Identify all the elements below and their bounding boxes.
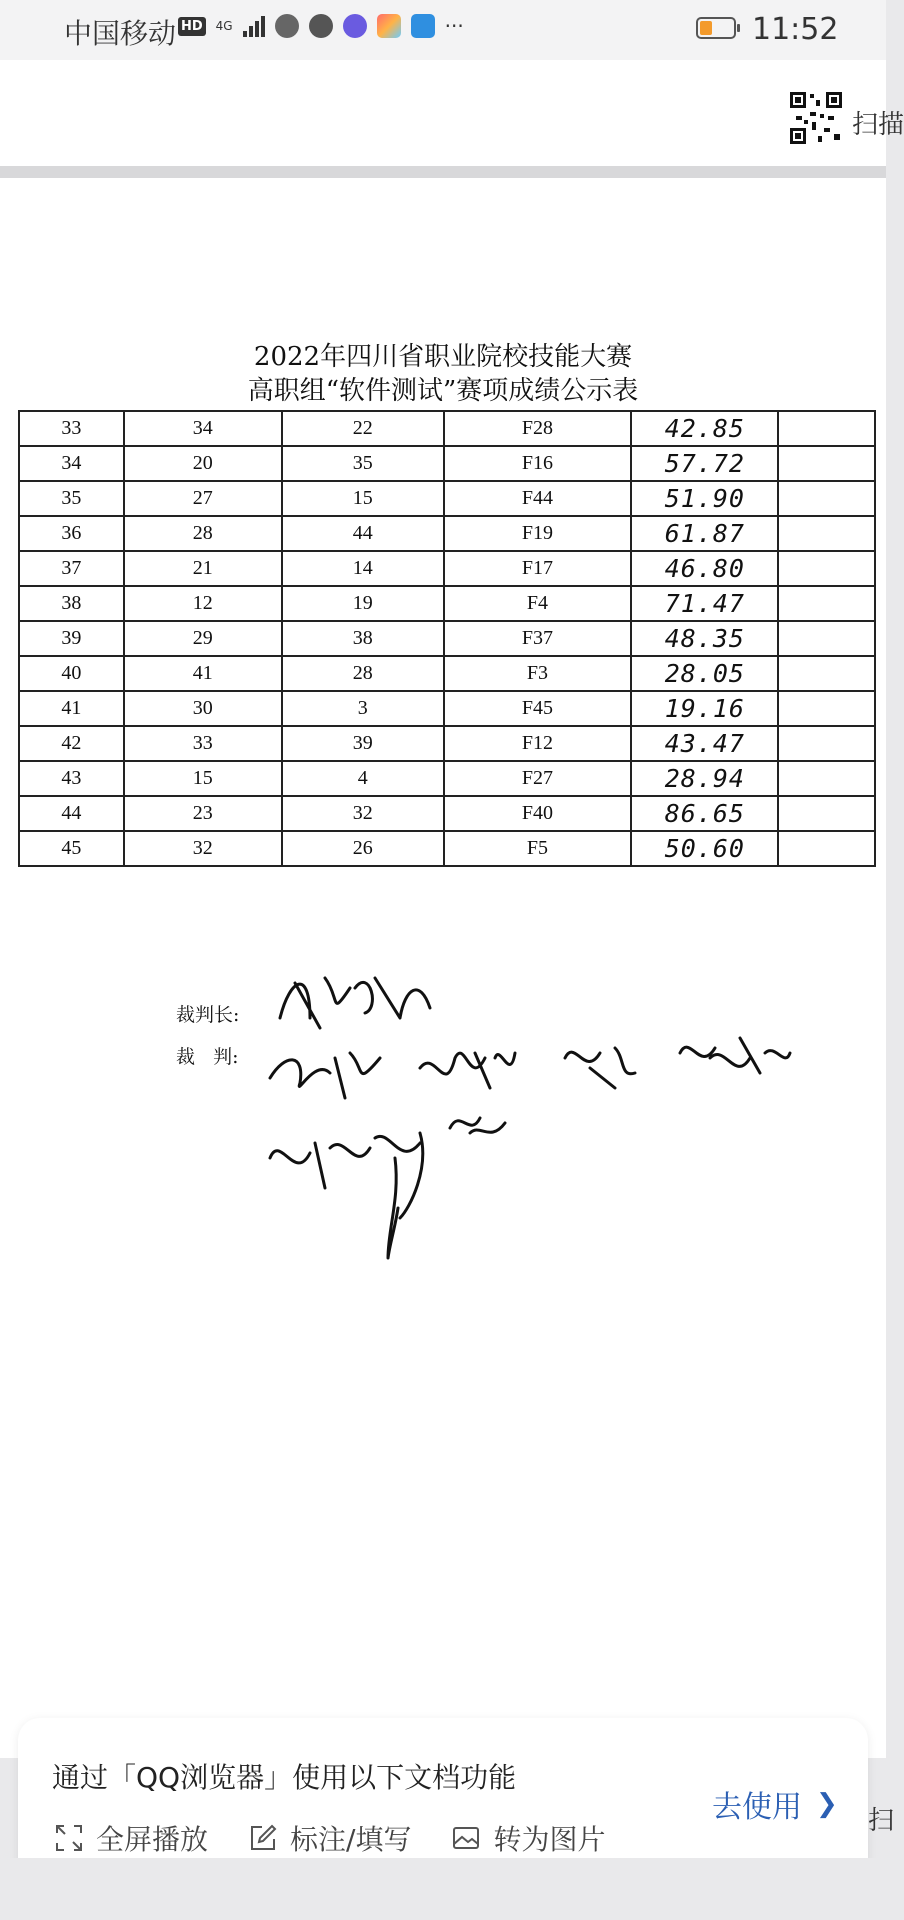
table-cell (778, 656, 875, 691)
table-cell: F17 (444, 551, 632, 586)
banner-actions (54, 1818, 645, 1858)
table-cell: 61.87 (631, 516, 778, 551)
table-row (19, 691, 875, 726)
music-icon (343, 14, 367, 38)
table-cell: 14 (282, 551, 444, 586)
table-cell: 44 (19, 796, 124, 831)
document-page (0, 178, 886, 1758)
chief-judge-label: 裁判长: (176, 1004, 240, 1026)
annotate-label: 标注/填写 (290, 1823, 412, 1856)
hand-icon (309, 14, 333, 38)
table-cell: 50.60 (631, 831, 778, 866)
table-cell: 43 (19, 761, 124, 796)
table-cell: F19 (444, 516, 632, 551)
table-cell: 42 (19, 726, 124, 761)
table-cell: 37 (19, 551, 124, 586)
table-cell: 28 (282, 656, 444, 691)
table-row (19, 586, 875, 621)
edit-icon (248, 1823, 278, 1853)
table-cell: 29 (124, 621, 282, 656)
document-subtitle: 高职组“软件测试”赛项成绩公示表 (247, 376, 639, 406)
more-icon: ··· (444, 14, 464, 38)
table-cell: 28.05 (631, 656, 778, 691)
page-divider (0, 166, 886, 178)
clock: 11:52 (752, 12, 839, 47)
table-cell: 19.16 (631, 691, 778, 726)
network-type-icon: 4G (215, 19, 233, 33)
table-cell: F4 (444, 586, 632, 621)
table-row (19, 726, 875, 761)
table-cell: F5 (444, 831, 632, 866)
table-cell: 15 (124, 761, 282, 796)
table-row (19, 796, 875, 831)
table-cell: F28 (444, 411, 632, 446)
carrier-name: 中国移动 (64, 17, 177, 50)
annotate-button[interactable] (248, 1818, 411, 1858)
fullscreen-label: 全屏播放 (96, 1823, 209, 1856)
table-cell: 71.47 (631, 586, 778, 621)
table-cell: F3 (444, 656, 632, 691)
go-use-label: 去使用 (712, 1790, 802, 1825)
table-cell: 51.90 (631, 481, 778, 516)
table-cell: 27 (124, 481, 282, 516)
table-cell: 57.72 (631, 446, 778, 481)
table-cell: 21 (124, 551, 282, 586)
table-cell: 45 (19, 831, 124, 866)
document-title: 2022年四川省职业院校技能大赛 (253, 342, 633, 372)
convert-to-image-label: 转为图片 (493, 1823, 606, 1856)
table-cell: 35 (19, 481, 124, 516)
table-cell: 44 (282, 516, 444, 551)
table-cell: 34 (124, 411, 282, 446)
table-cell: 33 (124, 726, 282, 761)
scan-label[interactable]: 扫描 (852, 110, 904, 140)
table-cell: 38 (282, 621, 444, 656)
battery-icon (696, 17, 736, 39)
table-cell (778, 831, 875, 866)
table-cell: 86.65 (631, 796, 778, 831)
table-cell: 32 (282, 796, 444, 831)
table-cell: 28.94 (631, 761, 778, 796)
table-cell: 19 (282, 586, 444, 621)
table-cell: F44 (444, 481, 632, 516)
table-cell: 22 (282, 411, 444, 446)
table-cell (778, 516, 875, 551)
table-cell: 40 (19, 656, 124, 691)
fullscreen-button[interactable] (54, 1818, 208, 1858)
table-cell: 3 (282, 691, 444, 726)
table-row (19, 656, 875, 691)
table-row (19, 411, 875, 446)
table-cell: F37 (444, 621, 632, 656)
table-cell: 46.80 (631, 551, 778, 586)
fullscreen-icon (54, 1823, 84, 1853)
status-icons (178, 14, 464, 38)
banner-title: 通过「QQ浏览器」使用以下文档功能 (52, 1761, 517, 1794)
table-cell (778, 621, 875, 656)
status-bar (0, 0, 886, 60)
qr-code-icon[interactable] (788, 90, 844, 146)
table-cell: 34 (19, 446, 124, 481)
table-cell (778, 551, 875, 586)
document-header (0, 60, 904, 166)
table-cell: 26 (282, 831, 444, 866)
table-cell (778, 691, 875, 726)
table-row (19, 621, 875, 656)
score-table (18, 410, 876, 867)
table-cell (778, 411, 875, 446)
wechat-icon (275, 14, 299, 38)
table-cell: 30 (124, 691, 282, 726)
hd-icon: HD (178, 17, 206, 36)
table-cell: F27 (444, 761, 632, 796)
table-cell: 28 (124, 516, 282, 551)
table-cell: F12 (444, 726, 632, 761)
table-cell: 38 (19, 586, 124, 621)
table-cell: F16 (444, 446, 632, 481)
judges-label: 裁 判: (176, 1046, 239, 1068)
table-row (19, 516, 875, 551)
side-peek-text: 扫 (868, 1806, 895, 1836)
convert-to-image-button[interactable] (451, 1818, 605, 1858)
image-icon (451, 1823, 481, 1853)
table-row (19, 446, 875, 481)
table-cell: 36 (19, 516, 124, 551)
table-cell: 41 (124, 656, 282, 691)
table-cell: 33 (19, 411, 124, 446)
chevron-right-icon: ❯ (816, 1789, 838, 1819)
table-cell (778, 446, 875, 481)
table-cell: 32 (124, 831, 282, 866)
go-use-button[interactable] (712, 1782, 838, 1826)
table-row (19, 831, 875, 866)
table-cell: 42.85 (631, 411, 778, 446)
table-cell: 39 (19, 621, 124, 656)
table-cell: F45 (444, 691, 632, 726)
handwritten-signatures (270, 958, 850, 1258)
table-cell: 23 (124, 796, 282, 831)
table-cell (778, 586, 875, 621)
table-cell: 15 (282, 481, 444, 516)
table-cell: 12 (124, 586, 282, 621)
table-cell: 20 (124, 446, 282, 481)
table-cell (778, 481, 875, 516)
table-cell: 48.35 (631, 621, 778, 656)
app-icon (377, 14, 401, 38)
table-cell: 39 (282, 726, 444, 761)
signal-icon (243, 15, 265, 37)
system-nav-bar (0, 1858, 886, 1920)
table-cell (778, 761, 875, 796)
table-cell: F40 (444, 796, 632, 831)
table-row (19, 551, 875, 586)
weather-icon (411, 14, 435, 38)
table-cell (778, 796, 875, 831)
table-cell: 4 (282, 761, 444, 796)
table-cell: 43.47 (631, 726, 778, 761)
table-cell (778, 726, 875, 761)
table-cell: 35 (282, 446, 444, 481)
table-row (19, 481, 875, 516)
table-row (19, 761, 875, 796)
table-cell: 41 (19, 691, 124, 726)
